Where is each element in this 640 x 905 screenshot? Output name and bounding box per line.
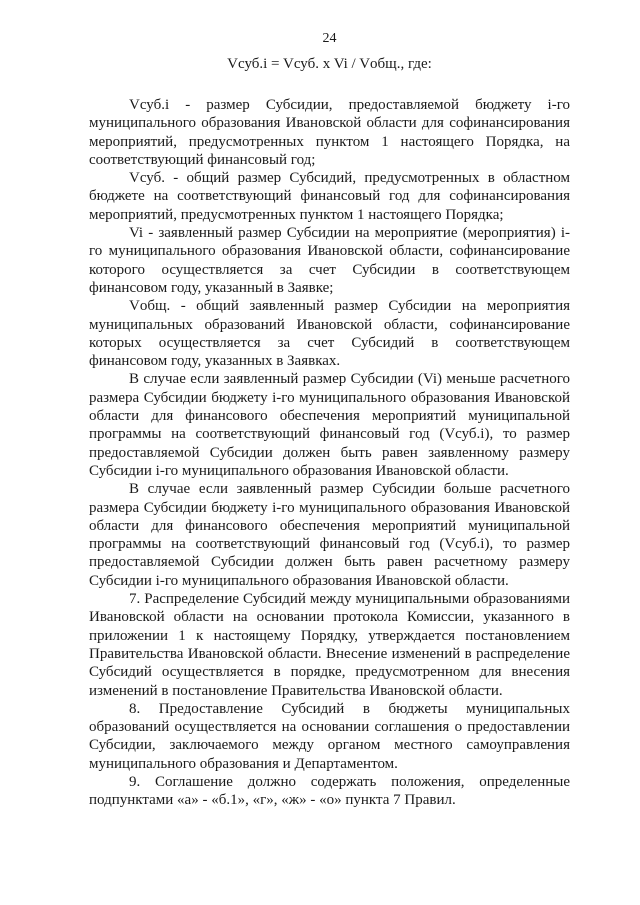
paragraph-greater-case: В случае если заявленный размер Субсидии больше расчетного размера Субсидии бюджету i-го муниципального образования Ивановской области для финансового обеспечения мероприятий муниципальной программы на соответствующий финансовый год (Vсуб.i), то размер предоставляемой Субсидии должен быть равен расчетному размеру Субсидии i-го муниципального образования Ивановской области. <box>89 481 570 589</box>
definition-vobsch: Vобщ. - общий заявленный размер Субсидии на мероприятия муниципальных образований Ивановской области, софинансирование которых осуществляется за счет Субсидий в соответствующем финансовом году, указанных в Заявках. <box>89 298 570 370</box>
clause-7: 7. Распределение Субсидий между муниципальными образованиями Ивановской области на основании протокола Комиссии, указанного в приложении 1 к настоящему Порядку, утверждается постановлением Правительства Ивановской области. Внесение изменений в распределение Субсидий осуществляется в порядке, предусмотренном для внесения изменений в постановление Правительства Ивановской области. <box>89 591 570 699</box>
page-number: 24 <box>322 31 337 46</box>
definition-vsub: Vсуб. - общий размер Субсидий, предусмотренных в областном бюджете на соответствующий финансовый год для софинансирования мероприятий, предусмотренных пунктом 1 настоящего Порядка; <box>89 170 570 223</box>
clause-8: 8. Предоставление Субсидий в бюджеты муниципальных образований осуществляется на основании соглашения о предоставлении Субсидии, заключаемого между органом местного самоуправления муниципального образования и Департаментом. <box>89 700 570 772</box>
paragraph-less-case: В случае если заявленный размер Субсидии (Vi) меньше расчетного размера Субсидии бюджету i-го муниципального образования Ивановской области для финансового обеспечения мероприятий муниципальной программы на соответствующий финансовый год (Vсуб.i), то размер предоставляемой Субсидии должен быть равен заявленному размеру Субсидии i-го муниципального образования Ивановской области. <box>89 371 570 479</box>
definition-vi: Vi - заявленный размер Субсидии на мероприятие (мероприятия) i-го муниципального образования Ивановской области, софинансирование которого осуществляется за счет Субсидии в соответствующем финансовом году, указанный в Заявке; <box>89 225 570 296</box>
subsidy-formula: Vсуб.i = Vсуб. x Vi / Vобщ., где: <box>227 56 432 72</box>
clause-9: 9. Соглашение должно содержать положения, определенные подпунктами «а» - «б.1», «г», «ж» - «о» пункта 7 Правил. <box>89 773 570 809</box>
definition-vsub-i: Vсуб.i - размер Субсидии, предоставляемой бюджету i-го муниципального образования Ивановской области для софинансирования мероприятий, предусмотренных пунктом 1 настоящего Порядка, на соответствующий финансовый год; <box>89 97 570 168</box>
